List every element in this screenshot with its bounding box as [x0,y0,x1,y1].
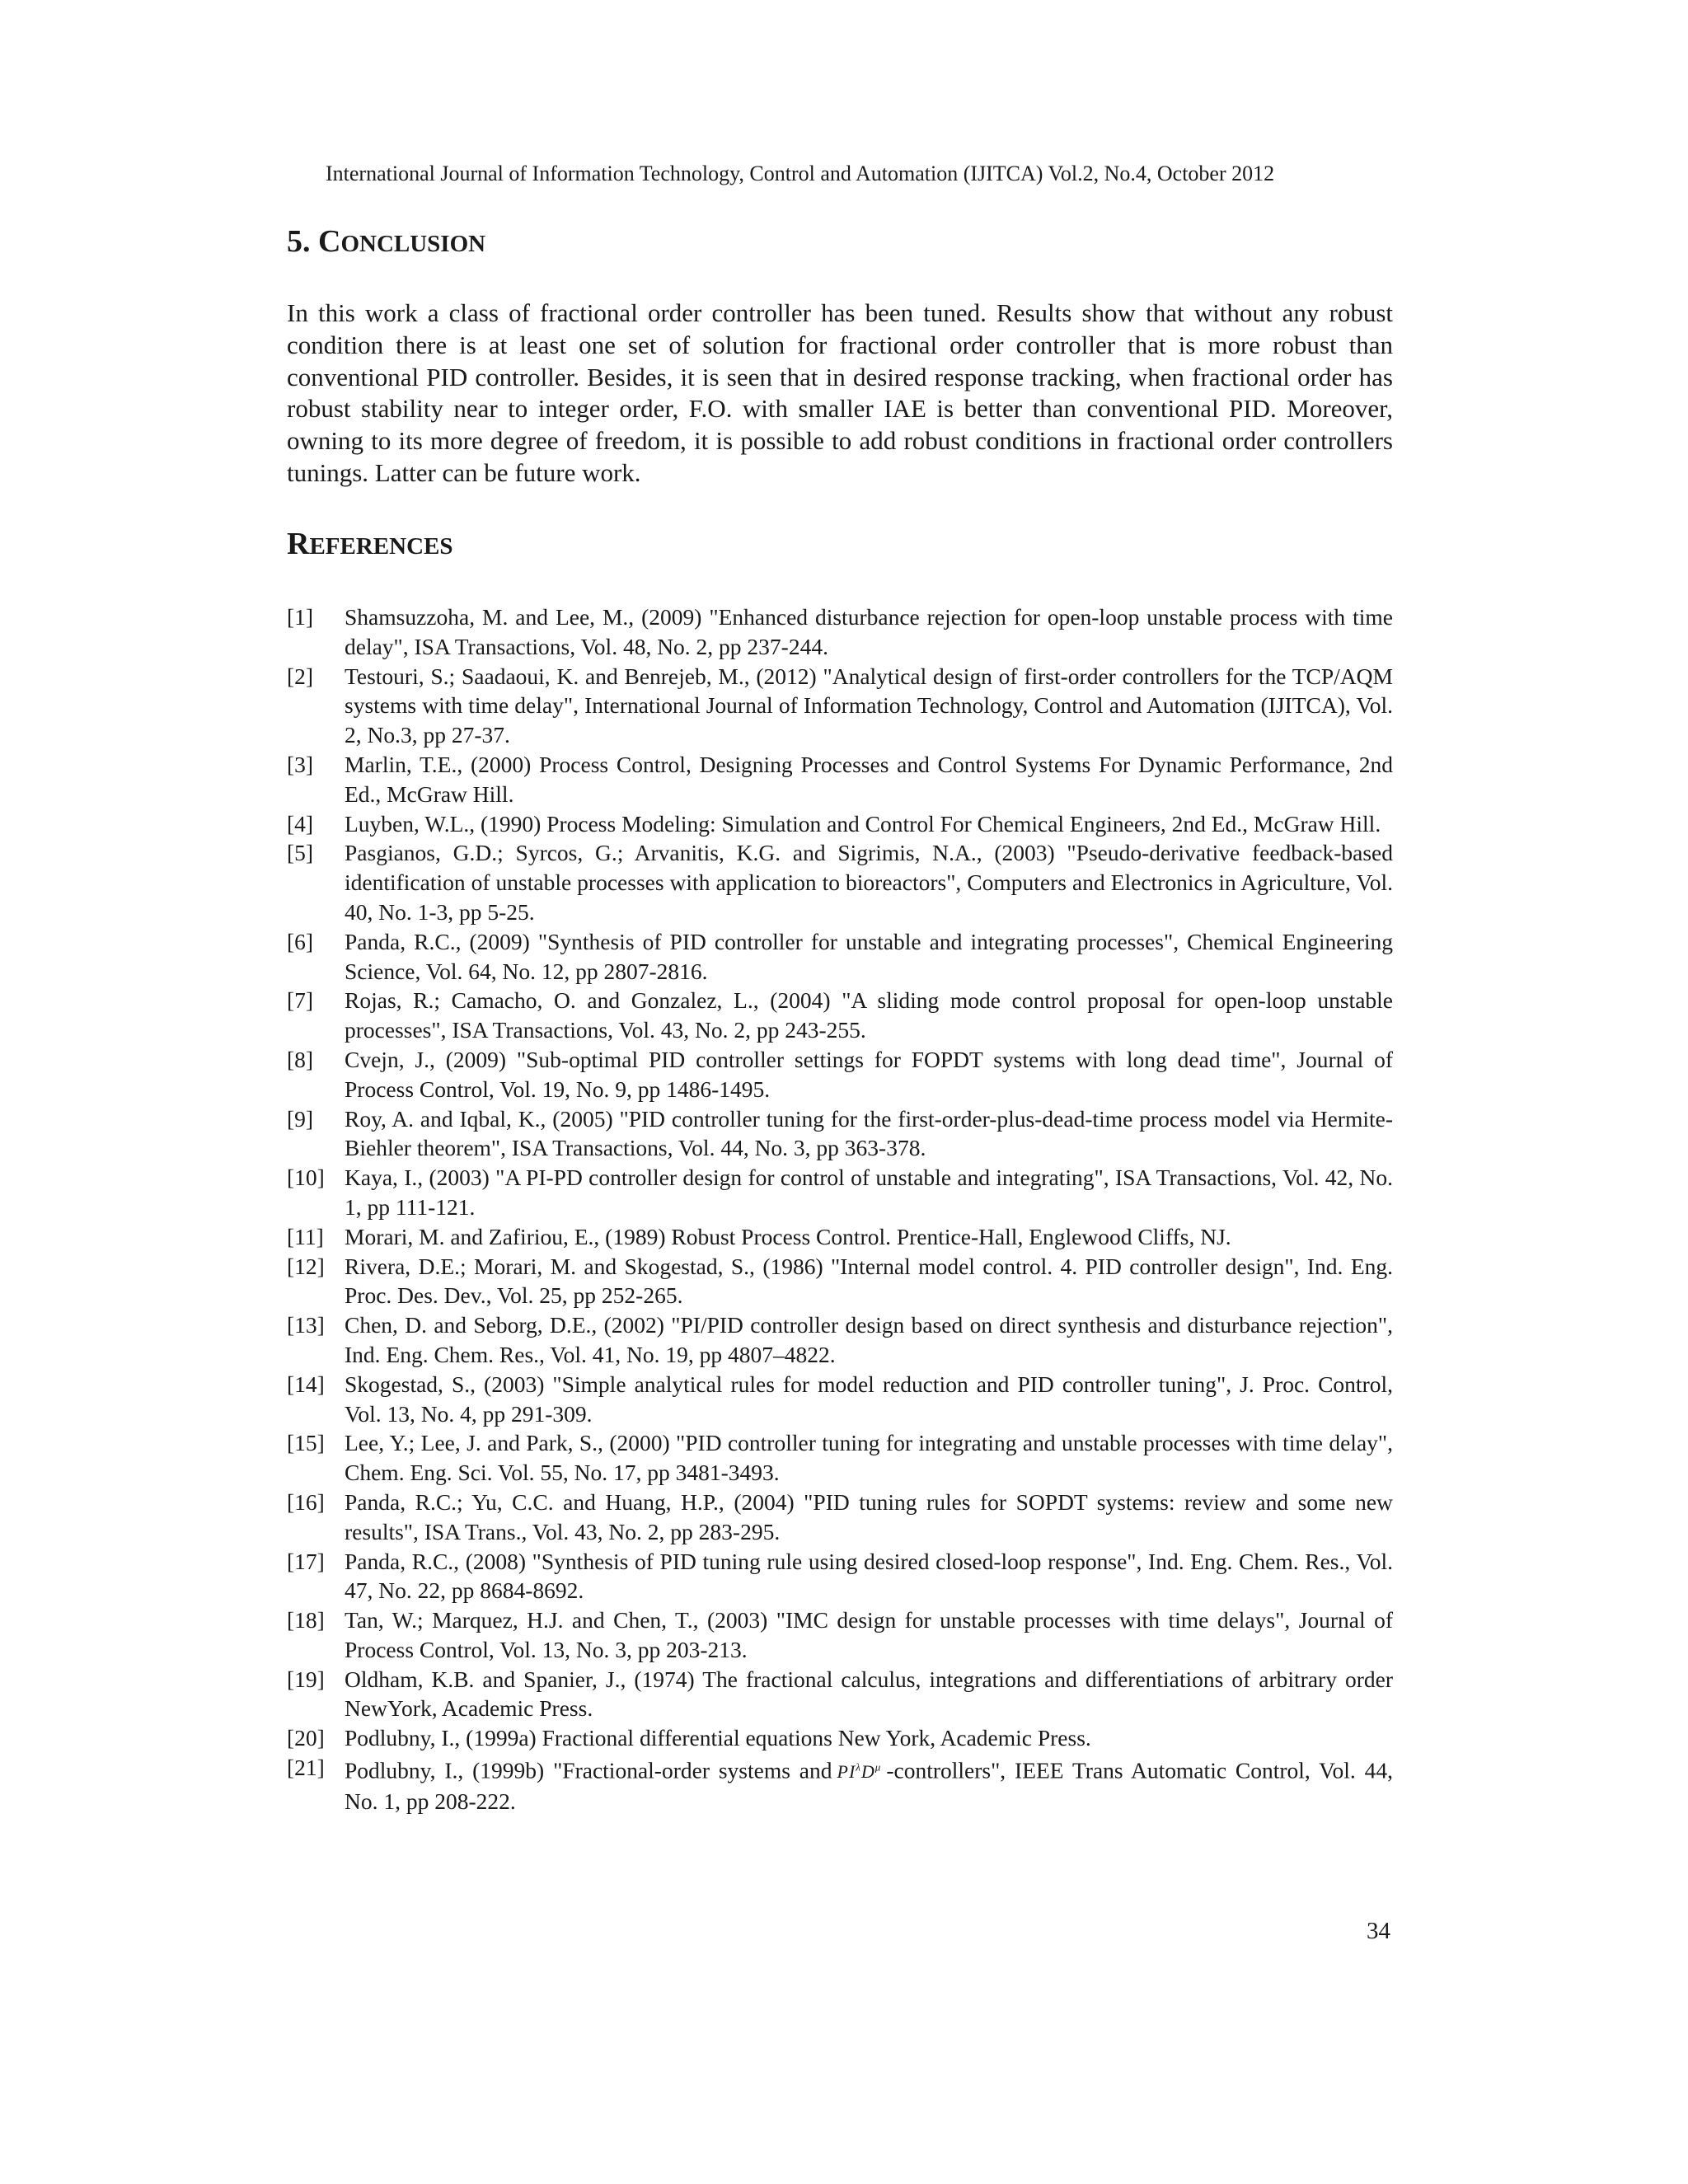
reference-item [287,1045,1393,1104]
reference-number: [18] [287,1607,325,1633]
heading-rest: EFERENCES [309,533,453,560]
reference-number: [9] [287,1105,314,1132]
reference-text: Lee, Y.; Lee, J. and Park, S., (2000) "PID controller tuning for integrating and unstable processes with time delay", Chem. Eng. Sci. Vol. 55, No. 17, pp 3481-3493. [345,1430,1393,1486]
reference-item [287,809,1393,839]
references-heading [287,526,453,562]
reference-item [287,1665,1393,1724]
reference-item [287,1547,1393,1606]
reference-text: Marlin, T.E., (2000) Process Control, Designing Processes and Control Systems For Dynamic Performance, 2nd Ed., McGraw Hill. [345,751,1393,807]
reference-text: Chen, D. and Seborg, D.E., (2002) "PI/PID controller design based on direct synthesis and disturbance rejection", Ind. Eng. Chem. Res., Vol. 41, No. 19, pp 4807–4822. [345,1312,1393,1367]
reference-number: [2] [287,663,314,689]
reference-number: [10] [287,1165,325,1191]
running-header: International Journal of Information Technology, Control and Automation (IJITCA) Vol.2, No.4, October 2012 [326,162,1275,185]
reference-number: [6] [287,928,314,954]
reference-text: Panda, R.C., (2009) "Synthesis of PID controller for unstable and integrating processes", Chemical Engineering Science, Vol. 64, No. 12, pp 2807-2816. [345,928,1393,984]
reference-text: Luyben, W.L., (1990) Process Modeling: Simulation and Control For Chemical Engineers, 2nd Ed., McGraw Hill. [345,810,1381,837]
reference-number: [17] [287,1548,325,1574]
reference-item [287,927,1393,987]
reference-item [287,1428,1393,1488]
reference-text: Skogestad, S., (2003) "Simple analytical rules for model reduction and PID controller tuning", J. Proc. Control, Vol. 13, No. 4, pp 291-309. [345,1371,1393,1427]
reference-number: [21] [287,1755,325,1781]
reference-item [287,1605,1393,1665]
reference-item [287,1310,1393,1370]
reference-text: Shamsuzzoha, M. and Lee, M., (2009) "Enhanced disturbance rejection for open-loop unstable process with time delay", ISA Transactions, Vol. 48, No. 2, pp 237-244. [345,604,1393,659]
reference-text-after: -controllers", IEEE Trans Automatic Control, Vol. 44, No. 1, pp 208-222. [345,1757,1393,1815]
reference-text: Panda, R.C.; Yu, C.C. and Huang, H.P., (2004) "PID tuning rules for SOPDT systems: review and some new results", ISA Trans., Vol. 43, No. 2, pp 283-295. [345,1488,1393,1544]
reference-text: Pasgianos, G.D.; Syrcos, G.; Arvanitis, K.G. and Sigrimis, N.A., (2003) "Pseudo-derivative feedback-based identification of unstable processes with application to bioreactors", Computers and Electronics in Agriculture, Vol. 40, No. 1-3, pp 5-25. [345,840,1393,925]
pi-lambda-d-mu-formula [837,1761,882,1782]
reference-text: Rivera, D.E.; Morari, M. and Skogestad, S., (1986) "Internal model control. 4. PID controller design", Ind. Eng. Proc. Des. Dev., Vol. 25, pp 252-265. [345,1253,1393,1309]
formula-d: D [860,1761,875,1783]
reference-item [287,602,1393,662]
reference-item [287,1222,1393,1252]
reference-item [287,1252,1393,1311]
reference-number: [20] [287,1725,325,1751]
reference-number: [15] [287,1430,325,1456]
reference-item [287,1723,1393,1753]
reference-text: Morari, M. and Zafiriou, E., (1989) Robust Process Control. Prentice-Hall, Englewood Cliffs, NJ. [345,1223,1231,1249]
reference-number: [16] [287,1488,325,1515]
reference-item [287,1488,1393,1547]
reference-text: Podlubny, I., (1999a) Fractional differential equations New York, Academic Press. [345,1725,1091,1751]
reference-text: Testouri, S.; Saadaoui, K. and Benrejeb, M., (2012) "Analytical design of first-order controllers for the TCP/AQM systems with time delay", International Journal of Information Technology, Control and Automation (IJITCA), Vol. 2, No.3, pp 27-37. [345,663,1393,748]
section-number: 5. [287,224,311,259]
conclusion-paragraph: In this work a class of fractional order controller has been tuned. Results show that without any robust condition there is at least one set of solution for fractional order controller that is more robust than conventional PID controller. Besides, it is seen that in desired response tracking, when fractional order has robust stability near to integer order, F.O. with smaller IAE is better than conventional PID. Moreover, owning to its more degree of freedom, it is possible to add robust conditions in fractional order controllers tunings. Latter can be future work. [287,298,1393,487]
heading-rest: ONCLUSION [340,231,486,257]
reference-item [287,750,1393,809]
reference-item [287,1163,1393,1222]
reference-item [287,1370,1393,1429]
conclusion-heading [287,223,485,260]
formula-lambda: λ [856,1761,861,1774]
reference-list [287,602,1393,1816]
reference-text-before: Podlubny, I., (1999b) "Fractional-order systems and [345,1757,832,1783]
reference-text: Cvejn, J., (2009) "Sub-optimal PID controller settings for FOPDT systems with long dead time", Journal of Process Control, Vol. 19, No. 9, pp 1486-1495. [345,1046,1393,1102]
reference-number: [19] [287,1666,325,1692]
reference-text: Kaya, I., (2003) "A PI-PD controller design for control of unstable and integrating", ISA Transactions, Vol. 42, No. 1, pp 111-121. [345,1165,1393,1220]
heading-initial: C [318,224,341,259]
reference-text: Roy, A. and Iqbal, K., (2005) "PID controller tuning for the first-order-plus-dead-time process model via Hermite-Biehler theorem", ISA Transactions, Vol. 44, No. 3, pp 363-378. [345,1105,1393,1161]
reference-item [287,986,1393,1045]
formula-mu: μ [874,1761,882,1774]
reference-item [287,838,1393,926]
formula-pi: PI [837,1761,856,1783]
reference-text: Rojas, R.; Camacho, O. and Gonzalez, L., (2004) "A sliding mode control proposal for open-loop unstable processes", ISA Transactions, Vol. 43, No. 2, pp 243-255. [345,987,1393,1043]
reference-number: [14] [287,1371,325,1397]
reference-number: [8] [287,1046,314,1072]
reference-number: [11] [287,1223,324,1249]
reference-text: Tan, W.; Marquez, H.J. and Chen, T., (2003) "IMC design for unstable processes with time delays", Journal of Process Control, Vol. 13, No. 3, pp 203-213. [345,1607,1393,1662]
reference-number: [4] [287,810,314,837]
reference-text: Panda, R.C., (2008) "Synthesis of PID tuning rule using desired closed-loop response", Ind. Eng. Chem. Res., Vol. 47, No. 22, pp 8684-8692. [345,1548,1393,1604]
reference-number: [7] [287,987,314,1014]
reference-number: [5] [287,840,314,866]
reference-item [287,1104,1393,1164]
page-number: 34 [1367,1918,1390,1944]
heading-initial: R [287,527,310,561]
reference-text: Oldham, K.B. and Spanier, J., (1974) The fractional calculus, integrations and differentiations of arbitrary order NewYork, Academic Press. [345,1666,1393,1722]
reference-number: [1] [287,604,314,630]
reference-number: [3] [287,751,314,777]
reference-text [345,1753,1393,1816]
reference-number: [13] [287,1312,325,1338]
reference-item [287,662,1393,750]
reference-number: [12] [287,1253,325,1279]
reference-item-21 [287,1753,1393,1816]
